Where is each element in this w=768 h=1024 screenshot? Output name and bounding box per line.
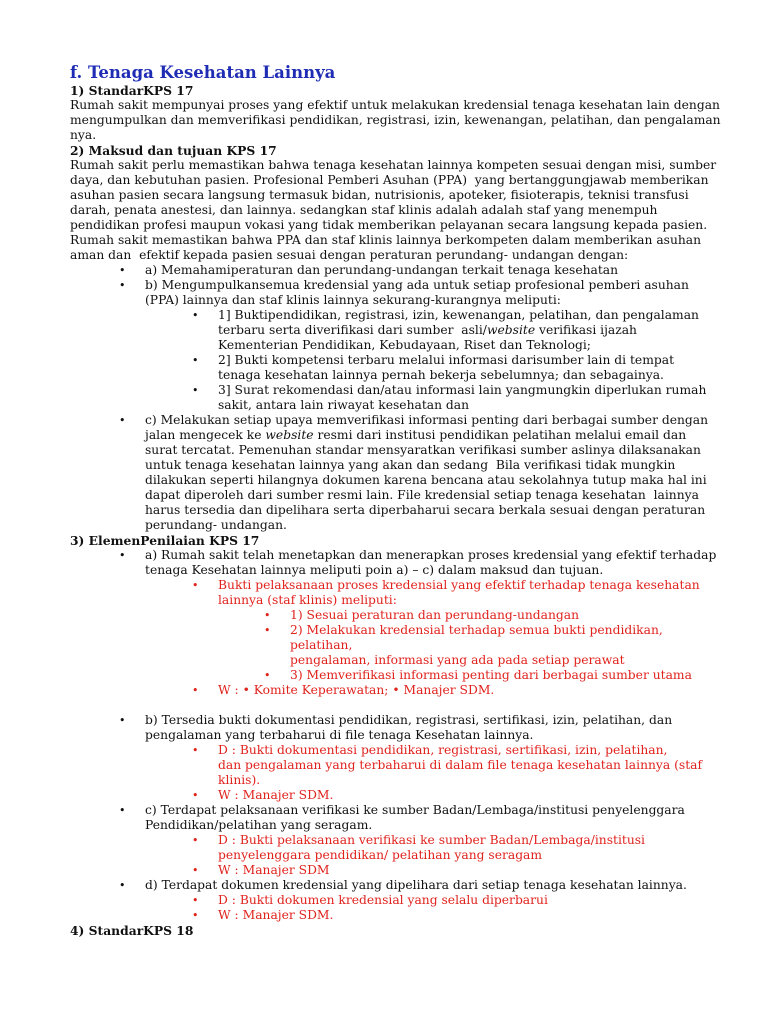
purpose-item-c [145, 413, 730, 533]
item-c-text-end: resmi dari institusi pendidikan pelatihan melalui email dan surat tercatat. Pemenuhan standar mensyaratkan verifikasi sumber aslinya dilaksanakan untuk tenaga kesehatan lainnya yang akan dan sedang Bila verifikasi tidak mungkin dilakukan seperti hilangnya dokumen karena bencana atau sekolahnya tutup maka hal ini dapat diperoleh dari sumber resmi lain. File kredensial setiap tenaga kesehatan lainnya harus tersedia dan dipelihara serta diperbaharui secara berkala sesuai dengan peraturan perundang- undangan. [145, 428, 707, 532]
assessment-item-c: • c) Terdapat pelaksanaan verifikasi ke sumber Badan/Lembaga/institusi penyelenggara Pendidikan/pelatihan yang seragam. [145, 803, 730, 833]
subitem-1-text: 1] Buktipendidikan, registrasi, izin, kewenangan, pelatihan, dan pengalaman terbaru serta diverifikasi dari sumber asli/ [218, 308, 699, 337]
standard-heading-kps17: 1) StandarKPS 17 [70, 83, 194, 98]
assessment-item-b: • b) Tersedia bukti dokumentasi pendidikan, registrasi, sertifikasi, izin, pelatihan, dan pengalaman yang terbaharui di file tenaga Kesehatan lainnya. [145, 713, 730, 743]
purpose-subitem-1 [218, 308, 730, 353]
assessment-item-a: • a) Rumah sakit telah menetapkan dan menerapkan proses kredensial yang efektif terhadap tenaga Kesehatan lainnya meliputi poin a) – c) dalam maksud dan tujuan. [145, 548, 730, 578]
assessment-a-interview: • W : • Komite Keperawatan; • Manajer SDM. [218, 683, 730, 698]
subitem-1-text-end: verifikasi ijazah Kementerian Pendidikan, Kebudayaan, Riset dan Teknologi; [218, 323, 637, 352]
assessment-b-interview: • W : Manajer SDM. [218, 788, 730, 803]
assessment-a-evidence-3: • 3) Memverifikasi informasi penting dari berbagai sumber utama [290, 668, 730, 683]
item-c-italic: website [265, 428, 314, 442]
spacer [70, 698, 730, 713]
assessment-a-evidence-2: • 2) Melakukan kredensial terhadap semua bukti pendidikan, pelatihan, pengalaman, informasi yang ada pada setiap perawat [290, 623, 730, 668]
purpose-text: Rumah sakit perlu memastikan bahwa tenaga kesehatan lainnya kompeten sesuai dengan misi, sumber daya, dan kebutuhan pasien. Profesional Pemberi Asuhan (PPA) yang bertanggungjawab memberikan asuhan pasien secara langsung termasuk bidan, nutrisionis, apoteker, fisioterapis, teknisi transfusi darah, penata anestesi, dan lainnya. sedangkan staf klinis adalah adalah staf yang menempuh pendidikan profesi maupun vokasi yang tidak memberikan pelayanan secara langsung kepada pasien. Rumah sakit memastikan bahwa PPA dan staf klinis lainnya berkompeten dalam memberikan asuhan aman dan efektif kepada pasien sesuai dengan peraturan perundang- undangan dengan: [70, 158, 717, 262]
purpose-subitem-2: • 2] Bukti kompetensi terbaru melalui informasi darisumber lain di tempat tenaga kesehatan lainnya pernah bekerja sebelumnya; dan sebagainya. [218, 353, 730, 383]
assessment-d-document: • D : Bukti dokumen kredensial yang selalu diperbarui [218, 893, 730, 908]
assessment-heading: 3) ElemenPenilaian KPS 17 [70, 533, 260, 548]
standard-heading-kps18: 4) StandarKPS 18 [70, 923, 194, 938]
purpose-subitem-3: • 3] Surat rekomendasi dan/atau informasi lain yangmungkin diperlukan rumah sakit, antara lain riwayat kesehatan dan [218, 383, 730, 413]
purpose-heading: 2) Maksud dan tujuan KPS 17 [70, 143, 277, 158]
subitem-1-italic: website [486, 323, 536, 337]
section-title: f. Tenaga Kesehatan Lainnya [70, 63, 336, 82]
standard-text: Rumah sakit mempunyai proses yang efektif untuk melakukan kredensial tenaga kesehatan lain dengan mengumpulkan dan memverifikasi pendidikan, registrasi, izin, kewenangan, pelatihan, dan pengalaman nya. [70, 98, 721, 142]
document-page [70, 62, 730, 938]
assessment-item-d: • d) Terdapat dokumen kredensial yang dipelihara dari setiap tenaga kesehatan lainnya. [145, 878, 730, 893]
purpose-item-b: • b) Mengumpulkansemua kredensial yang ada untuk setiap profesional pemberi asuhan (PPA) lainnya dan staf klinis lainnya sekurang-kurangnya meliputi: [145, 278, 730, 308]
assessment-a-evidence-1: • 1) Sesuai peraturan dan perundang-undangan [290, 608, 730, 623]
assessment-d-interview: • W : Manajer SDM. [218, 908, 730, 923]
assessment-c-interview: • W : Manajer SDM [218, 863, 730, 878]
assessment-b-document: • D : Bukti dokumentasi pendidikan, registrasi, sertifikasi, izin, pelatihan, dan pengalaman yang terbaharui di dalam file tenaga kesehatan lainnya (staf klinis). [218, 743, 730, 788]
assessment-a-evidence: • Bukti pelaksanaan proses kredensial yang efektif terhadap tenaga kesehatan lainnya (staf klinis) meliputi: [218, 578, 730, 608]
purpose-item-a: • a) Memahamiperaturan dan perundang-undangan terkait tenaga kesehatan [145, 263, 730, 278]
item-c-text: c) Melakukan setiap upaya memverifikasi informasi penting dari berbagai sumber dengan jalan mengecek ke [145, 413, 709, 442]
assessment-c-document: • D : Bukti pelaksanaan verifikasi ke sumber Badan/Lembaga/institusi penyelenggara pendidikan/ pelatihan yang seragam [218, 833, 730, 863]
